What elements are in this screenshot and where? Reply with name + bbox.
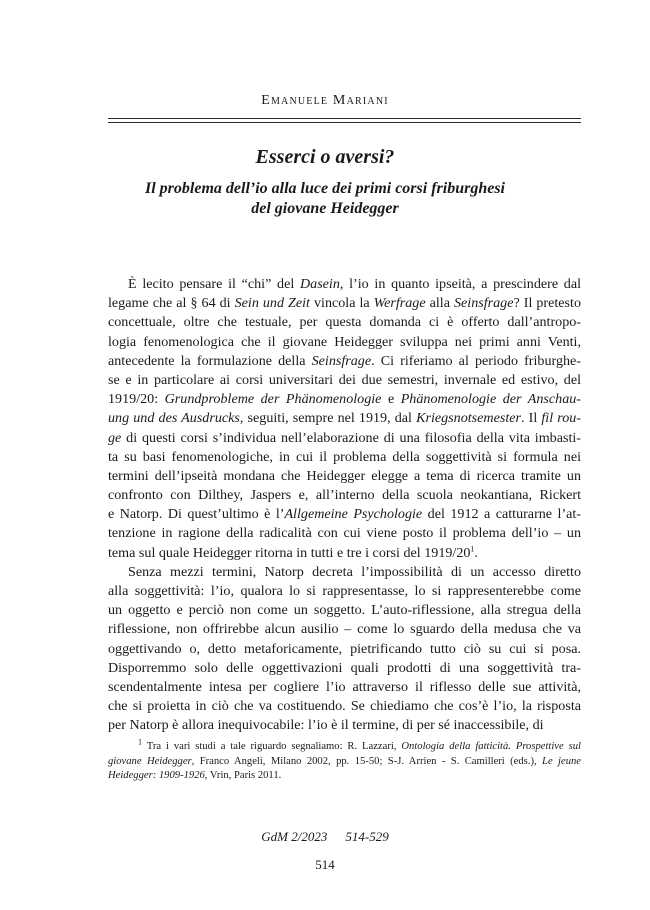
body-line (108, 467, 581, 486)
text-run: un oggetto e perciò non come un soggetto. L’auto-riflessione, alla stregua della (108, 602, 581, 619)
text-run: . Ci riferiamo al periodo friburghe- (371, 352, 581, 369)
text-run: confronto con Dilthey, Jaspers e, all’interno della scuola neokantiana, Rickert (108, 487, 581, 504)
text-run: logia fenomenologica che il giovane Heidegger sviluppa nei primi anni Venti, (108, 333, 581, 350)
text-run: che si proietta in ciò che va costituendo. Se chiediamo che cos’è l’io, la risposta (108, 698, 581, 715)
body-line (108, 582, 581, 601)
body-line (108, 505, 581, 524)
body-line (108, 640, 581, 659)
italic-text: Sein und Zeit (234, 295, 310, 312)
text-run: 1919/20: (108, 391, 165, 408)
text-run: È lecito pensare il “chi” del (128, 276, 300, 292)
running-header-author: Emanuele Mariani (261, 93, 389, 108)
text-run: tenzione in ragione della radicalità con cui viene posto il problema dell’io – un (108, 525, 581, 542)
article-title: Esserci o aversi? (255, 146, 395, 168)
text-run: , Franco Angeli, Milano 2002, pp. 15-50; S-J. Arrien - S. Camilleri (eds.), (191, 755, 543, 767)
italic-text: giovane Heidegger (108, 755, 192, 767)
italic-text: fil rou- (541, 410, 581, 427)
text-run: e Natorp. Di quest’ultimo è l’ (108, 506, 285, 523)
text-run: . (474, 544, 478, 561)
journal-pages: 514-529 (345, 829, 389, 844)
body-line (108, 563, 581, 582)
body-line (108, 697, 581, 716)
italic-text: ge (108, 429, 122, 446)
text-run: Tra i vari studi a tale riguardo segnaliamo: R. Lazzari, (142, 741, 402, 752)
header-rule-top (108, 118, 581, 119)
italic-text: Werfrage (373, 295, 426, 312)
footnote-marker: 1 (138, 737, 142, 747)
body-line (108, 352, 581, 371)
journal-reference (0, 829, 650, 845)
text-run: se e in particolare ai corsi universitari dei due semestri, invernale ed estivo, del (108, 371, 581, 388)
text-run: Disporremmo solo delle oggettivazioni quali prodotti di una soggettività tra- (108, 659, 581, 676)
body-line (108, 544, 581, 563)
body-line (108, 409, 581, 428)
page-number: 514 (315, 857, 335, 872)
body-line (108, 390, 581, 409)
body-text (108, 275, 581, 736)
body-line (108, 716, 581, 735)
text-run: oggettivando o, detto metaforicamente, pietrificando tutto ciò su cui si posa. (108, 640, 581, 657)
italic-text: Ontologia della fatticità. Prospettive sul (401, 741, 581, 752)
text-run: ta su basi fenomenologiche, in cui il problema della soggettività si formula nei (108, 448, 581, 465)
text-run: alla soggettività: l’io, qualora lo si rappresentasse, lo si rappresenterebbe come (108, 583, 581, 599)
text-run: scendentalmente intesa per cogliere l’io attraverso il riflesso delle sue attività, (108, 678, 581, 695)
body-line (108, 620, 581, 639)
body-line (108, 275, 581, 294)
body-line (108, 429, 581, 448)
text-run: , seguiti, sempre nel 1919, dal (239, 410, 417, 427)
text-run: concettuale, oltre che testuale, per questa domanda ci è offerto dall’antropo- (108, 314, 581, 331)
body-line (108, 313, 581, 332)
body-line (108, 659, 581, 678)
text-run: termini dell’ipseità mondana che Heidegger elegge a tema di ricerca tramite un (108, 467, 581, 484)
body-line (108, 294, 581, 313)
body-line (108, 524, 581, 543)
italic-text: Kriegsnotsemester (416, 410, 521, 427)
body-line (108, 486, 581, 505)
article-subtitle-line-1: Il problema dell’io alla luce dei primi corsi friburghesi (145, 180, 505, 197)
italic-text: Grundprobleme der Phänomenologie (164, 391, 382, 408)
body-line (108, 371, 581, 390)
italic-text: Seinsfrage (311, 352, 372, 369)
text-run: per Natorp è allora inequivocabile: l’io è il termine, di per sé inaccessibile, di (108, 717, 544, 734)
text-run: di questi corsi s’individua nell’elaborazione di una filosofia della vita imbasti- (121, 429, 581, 446)
article-subtitle-line-2: del giovane Heidegger (251, 200, 399, 217)
italic-text: Seinsfrage (453, 295, 514, 312)
text-run: antecedente la formulazione della (108, 352, 312, 369)
italic-text: Phänomenologie der Anschau- (400, 391, 581, 408)
body-line (108, 678, 581, 697)
text-run: , l’io in quanto ipseità, a prescindere dal (339, 276, 581, 292)
body-line (108, 448, 581, 467)
text-run: ? Il pretesto (513, 295, 581, 312)
text-run: , Vrin, Paris 2011. (204, 770, 282, 782)
text-run: . Il (521, 410, 542, 427)
italic-text: Heidegger: 1909-1926 (108, 770, 205, 782)
text-run: e (381, 391, 401, 408)
italic-text: Dasein (299, 276, 340, 292)
journal-issue: GdM 2/2023 (261, 829, 328, 844)
body-line (108, 601, 581, 620)
footnote (108, 737, 581, 784)
footnote-line (108, 769, 581, 784)
text-run: Senza mezzi termini, Natorp decreta l’impossibilità di un accesso diretto (128, 563, 581, 580)
text-run: legame che al § 64 di (108, 295, 235, 312)
footnote-marker: 1 (470, 543, 475, 553)
text-run: del 1912 a catturarne l’at- (422, 506, 581, 523)
italic-text: Le jeune (542, 755, 581, 767)
text-run: vincola la (309, 295, 374, 312)
italic-text: Allgemeine Psychologie (284, 506, 423, 523)
footnote-line (108, 755, 581, 770)
italic-text: ung und des Ausdrucks (108, 410, 240, 427)
text-run: alla (425, 295, 454, 312)
text-run: riflessione, non offrirebbe alcun ausilio – come lo sguardo della medusa che va (108, 621, 581, 638)
text-run: tema sul quale Heidegger ritorna in tutti e tre i corsi del 1919/20 (108, 544, 471, 561)
body-line (108, 333, 581, 352)
footnote-line (108, 737, 581, 755)
header-rule-bottom (108, 122, 581, 123)
